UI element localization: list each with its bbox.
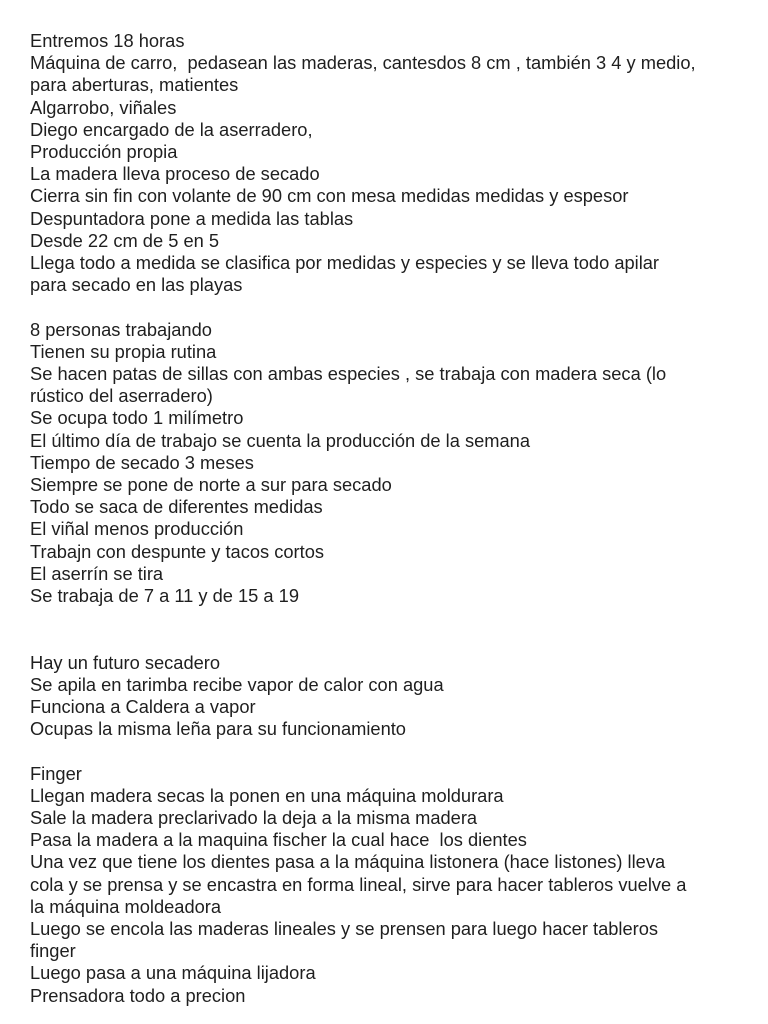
text-line: Pasa la madera a la maquina fischer la cual hace los dientes [30, 829, 527, 851]
text-line: Se hacen patas de sillas con ambas especies , se trabaja con madera seca (lo [30, 363, 667, 385]
text-line: para aberturas, matientes [30, 74, 239, 96]
text-line: Tienen su propia rutina [30, 340, 217, 362]
text-line: Funciona a Caldera a vapor [30, 696, 256, 718]
text-line: Prensadora todo a precion [30, 984, 246, 1006]
text-line: para secado en las playas [30, 274, 243, 296]
text-line: Luego pasa a una máquina lijadora [30, 962, 316, 984]
text-line: la máquina moldeadora [30, 895, 222, 917]
text-line: La madera lleva proceso de secado [30, 163, 320, 185]
text-line: Entremos 18 horas [30, 30, 185, 51]
paragraph-spacer [30, 607, 748, 651]
paragraph-sawmill-intro [30, 30, 748, 296]
text-line: Ocupas la misma leña para su funcionamiento [30, 718, 406, 740]
text-line: Una vez que tiene los dientes pasa a la máquina listonera (hace listones) lleva [30, 851, 666, 873]
text-line: rústico del aserradero) [30, 385, 213, 407]
paragraph-dryer [30, 652, 748, 741]
text-line: El último día de trabajo se cuenta la producción de la semana [30, 429, 530, 451]
text-line: Máquina de carro, pedasean las maderas, cantesdos 8 cm , también 3 4 y medio, [30, 52, 696, 74]
text-line: Se trabaja de 7 a 11 y de 15 a 19 [30, 585, 300, 607]
text-line: Todo se saca de diferentes medidas [30, 496, 323, 518]
text-line: Se apila en tarimba recibe vapor de calor con agua [30, 673, 444, 695]
text-line: Llegan madera secas la ponen en una máquina moldurara [30, 784, 504, 806]
text-line: Se ocupa todo 1 milímetro [30, 407, 244, 429]
text-line: Sale la madera preclarivado la deja a la misma madera [30, 807, 478, 829]
paragraph-workers [30, 319, 748, 608]
text-line: El viñal menos producción [30, 518, 244, 540]
text-line: finger [30, 940, 76, 962]
text-line: Finger [30, 762, 82, 784]
text-line: Hay un futuro secadero [30, 651, 221, 673]
text-line: Desde 22 cm de 5 en 5 [30, 229, 220, 251]
paragraph-spacer [30, 296, 748, 318]
text-line: Tiempo de secado 3 meses [30, 451, 254, 473]
paragraph-spacer [30, 740, 748, 762]
text-line: Luego se encola las maderas lineales y se prensen para luego hacer tableros [30, 918, 659, 940]
text-line: Algarrobo, viñales [30, 96, 177, 118]
text-line: Diego encargado de la aserradero, [30, 118, 313, 140]
text-line: Despuntadora pone a medida las tablas [30, 207, 354, 229]
text-line: Trabajn con despunte y tacos cortos [30, 540, 325, 562]
text-line: El aserrín se tira [30, 562, 164, 584]
paragraph-finger [30, 763, 748, 1007]
text-line: Llega todo a medida se clasifica por medidas y especies y se lleva todo apilar [30, 252, 660, 274]
text-line: 8 personas trabajando [30, 318, 212, 340]
text-line: Producción propia [30, 141, 178, 163]
text-line: Cierra sin fin con volante de 90 cm con mesa medidas medidas y espesor [30, 185, 629, 207]
text-line: cola y se prensa y se encastra en forma lineal, sirve para hacer tableros vuelve a [30, 873, 687, 895]
text-line: Siempre se pone de norte a sur para secado [30, 474, 392, 496]
